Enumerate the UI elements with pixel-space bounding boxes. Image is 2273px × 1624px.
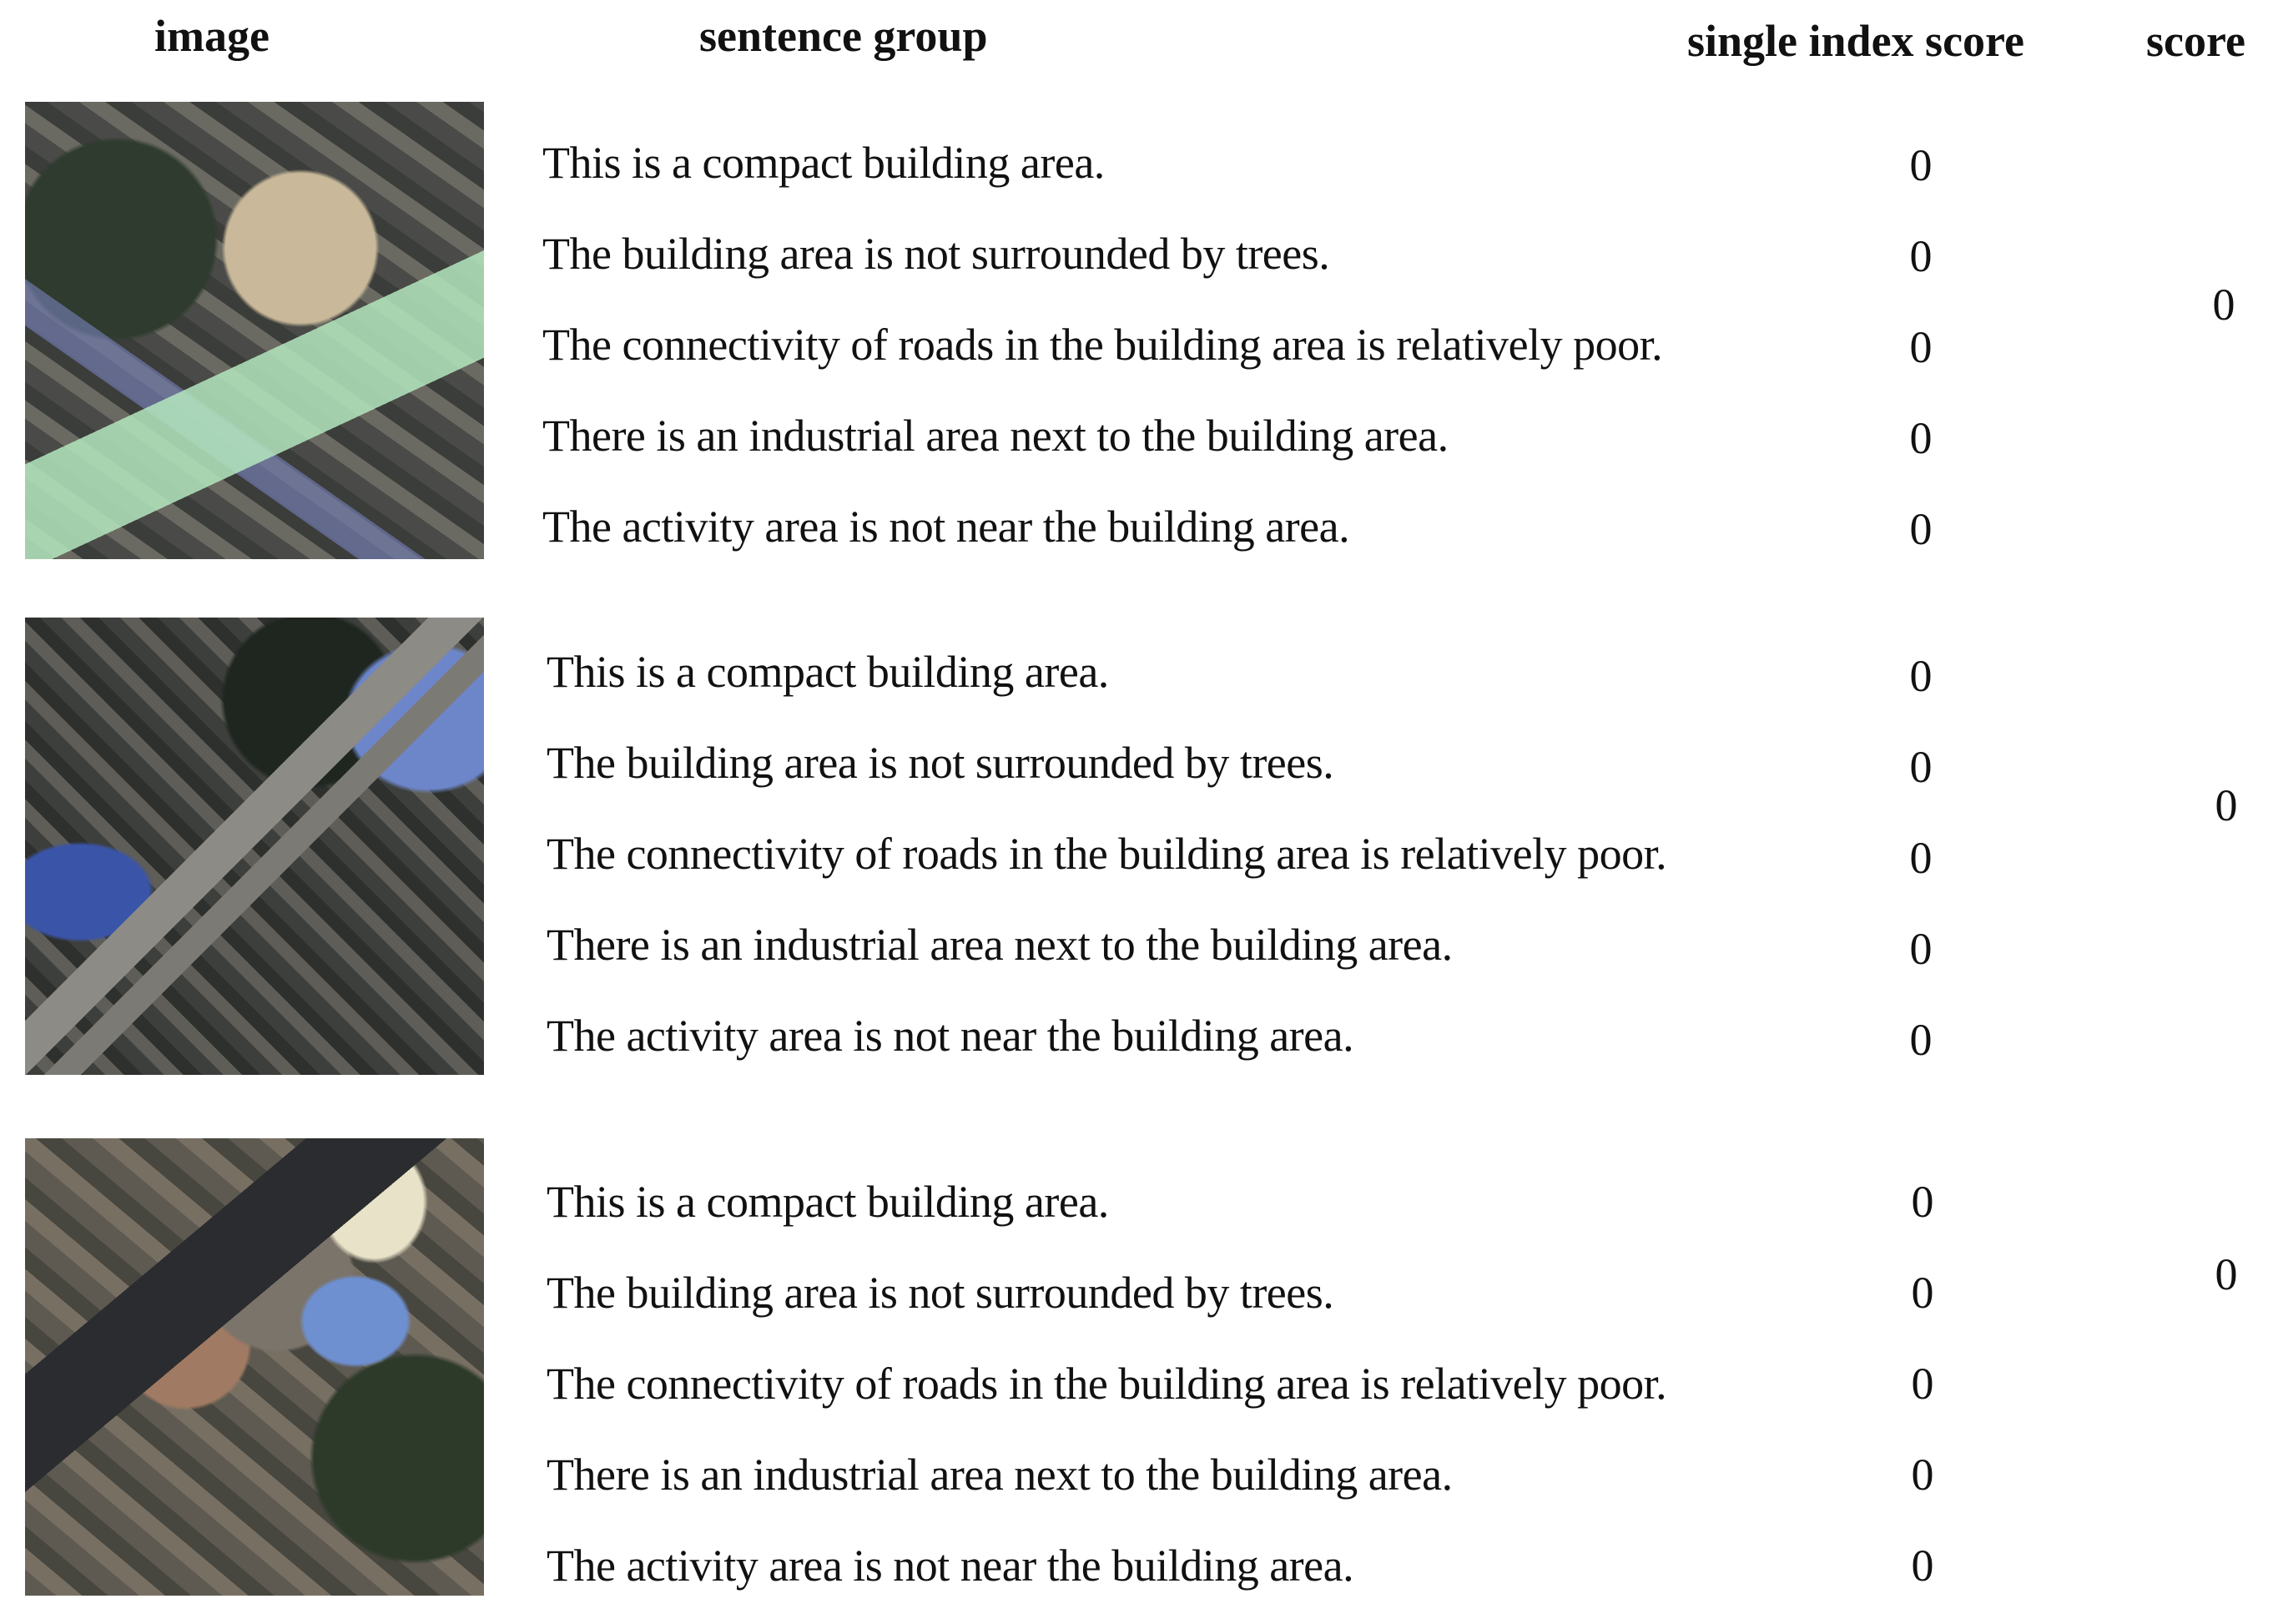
column-header-image: image <box>154 11 270 61</box>
satellite-image-1 <box>25 102 484 559</box>
sentence: There is an industrial area next to the building area. <box>547 920 1453 970</box>
single-index-score: 0 <box>1909 140 1933 190</box>
single-index-score: 0 <box>1911 1177 1934 1227</box>
group-score: 0 <box>2212 280 2235 330</box>
column-header-sentence-group: sentence group <box>699 11 988 61</box>
single-index-score: 0 <box>1909 504 1933 554</box>
single-index-score: 0 <box>1911 1541 1934 1591</box>
sentence: The activity area is not near the building area. <box>547 1541 1354 1591</box>
single-index-score: 0 <box>1909 833 1933 883</box>
single-index-score: 0 <box>1911 1450 1934 1500</box>
sentence: This is a compact building area. <box>547 647 1109 697</box>
single-index-score: 0 <box>1909 231 1933 281</box>
sentence: The activity area is not near the building area. <box>542 502 1350 552</box>
sentence: The building area is not surrounded by trees. <box>547 1268 1334 1318</box>
single-index-score: 0 <box>1909 1015 1933 1065</box>
group-score: 0 <box>2215 1249 2238 1299</box>
group-score: 0 <box>2215 780 2238 830</box>
sentence: There is an industrial area next to the building area. <box>547 1450 1453 1500</box>
single-index-score: 0 <box>1909 413 1933 463</box>
single-index-score: 0 <box>1909 651 1933 701</box>
sentence: This is a compact building area. <box>542 138 1105 188</box>
sentence: The building area is not surrounded by trees. <box>542 229 1330 279</box>
sentence: The connectivity of roads in the building area is relatively poor. <box>542 320 1663 370</box>
single-index-score: 0 <box>1911 1359 1934 1409</box>
sentence: The building area is not surrounded by trees. <box>547 738 1334 788</box>
single-index-score: 0 <box>1909 924 1933 974</box>
sentence: There is an industrial area next to the building area. <box>542 411 1449 461</box>
satellite-image-3 <box>25 1138 484 1596</box>
sentence: The connectivity of roads in the building area is relatively poor. <box>547 829 1667 879</box>
column-header-score: score <box>2146 16 2245 66</box>
single-index-score: 0 <box>1911 1268 1934 1318</box>
sentence: The connectivity of roads in the building area is relatively poor. <box>547 1359 1667 1409</box>
column-header-single-index-score: single index score <box>1687 16 2024 66</box>
sentence: The activity area is not near the building area. <box>547 1011 1354 1061</box>
satellite-image-2 <box>25 618 484 1075</box>
sentence: This is a compact building area. <box>547 1177 1109 1227</box>
single-index-score: 0 <box>1909 322 1933 372</box>
single-index-score: 0 <box>1909 742 1933 792</box>
